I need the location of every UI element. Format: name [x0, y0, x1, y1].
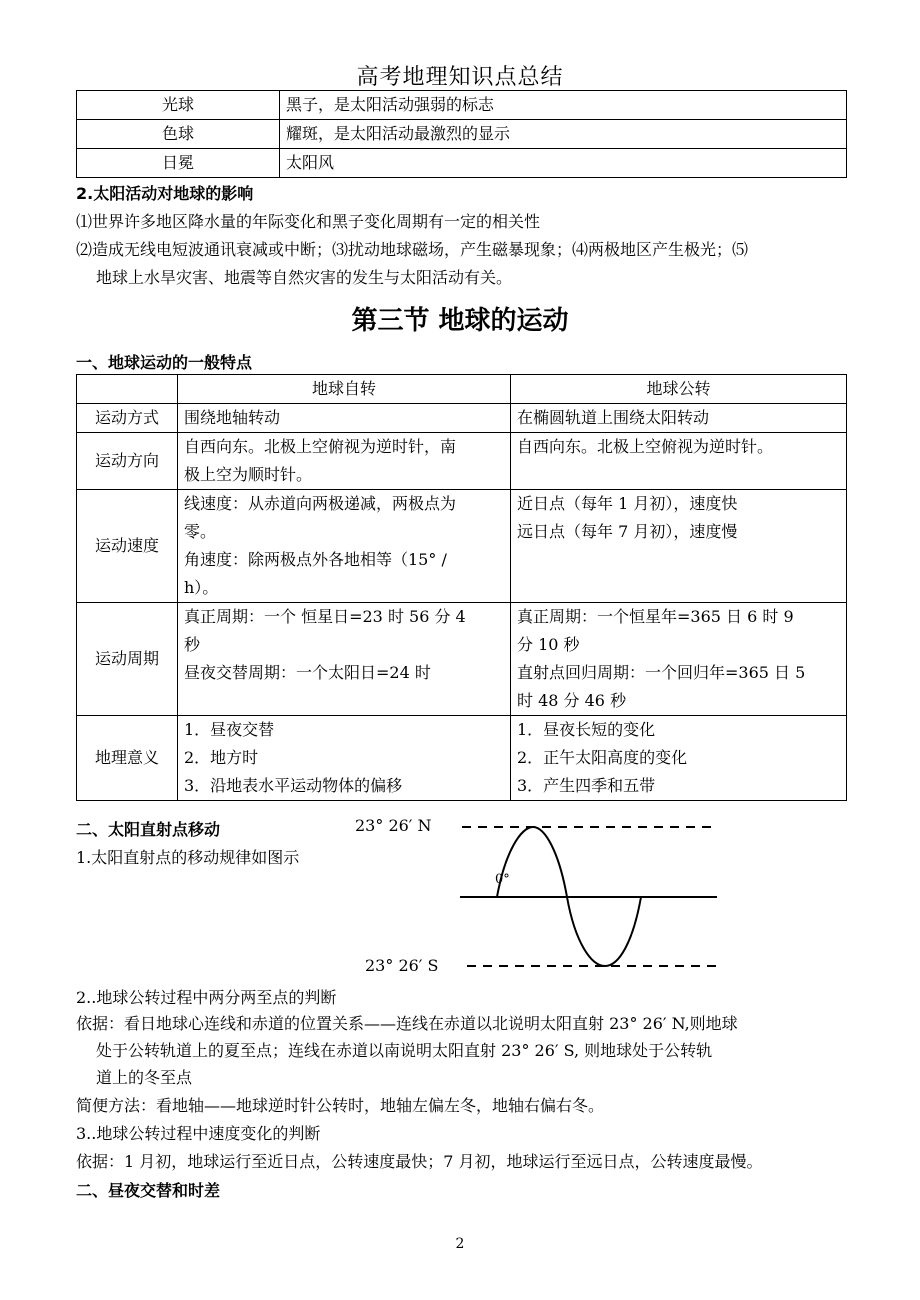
rotation-line: 2．地方时 [184, 748, 259, 767]
revolution-cell [511, 603, 847, 716]
basis-line-3: 道上的冬至点 [96, 1068, 193, 1087]
part1-heading: 一、地球运动的一般特点 [76, 353, 253, 372]
part3-heading: 二、昼夜交替和时差 [76, 1181, 221, 1200]
motion-header-row [77, 375, 847, 404]
top-table-row [77, 149, 847, 178]
basis-line-2: 处于公转轨道上的夏至点；连线在赤道以南说明太阳直射 23° 26′ S, 则地球处于公转轨 [96, 1041, 713, 1060]
rotation-cell [178, 603, 511, 716]
simple-method: 简便方法：看地轴——地球逆时针公转时，地轴左偏左冬，地轴右偏右冬。 [76, 1096, 605, 1115]
revolution-line: 分 10 秒 [517, 635, 580, 654]
revolution-line: 3．产生四季和五带 [517, 776, 656, 795]
motion-row [77, 490, 847, 603]
north-latitude-label: 23° 26′ N [355, 816, 432, 835]
solar-activity-table [76, 90, 847, 178]
influence-paragraph-2b: 地球上水旱灾害、地震等自然灾害的发生与太阳活动有关。 [96, 268, 513, 287]
motion-header-cell: 地球自转 [178, 375, 511, 404]
part2-heading: 二、太阳直射点移动 [76, 820, 221, 839]
subsolar-point-diagram [355, 812, 725, 977]
part2-item-3: 3..地球公转过程中速度变化的判断 [76, 1124, 321, 1143]
motion-row-label: 地理意义 [77, 716, 178, 801]
south-latitude-label: 23° 26′ S [365, 956, 439, 975]
part2-item-2: 2..地球公转过程中两分两至点的判断 [76, 988, 337, 1007]
rotation-cell [178, 490, 511, 603]
activity-cell: 黑子，是太阳活动强弱的标志 [280, 91, 847, 120]
revolution-line: 自西向东。北极上空俯视为逆时针。 [517, 437, 774, 456]
motion-header-cell: 地球公转 [511, 375, 847, 404]
rotation-line: 真正周期：一个 恒星日=23 时 56 分 4 [184, 607, 466, 626]
top-table-row [77, 91, 847, 120]
rotation-cell [178, 404, 511, 433]
rotation-line: 极上空为顺时针。 [184, 465, 313, 484]
earth-motion-table [76, 374, 847, 801]
revolution-line: 在椭圆轨道上围绕太阳转动 [517, 408, 710, 427]
revolution-line: 时 48 分 46 秒 [517, 691, 627, 710]
motion-row [77, 603, 847, 716]
motion-row-label: 运动方式 [77, 404, 178, 433]
layer-cell: 日冕 [77, 149, 280, 178]
rotation-line: 3．沿地表水平运动物体的偏移 [184, 776, 403, 795]
motion-row-label: 运动周期 [77, 603, 178, 716]
layer-cell: 光球 [77, 91, 280, 120]
activity-cell: 太阳风 [280, 149, 847, 178]
rotation-line: 角速度：除两极点外各地相等（15° / [184, 550, 447, 569]
subsolar-curve-graphic [355, 812, 725, 977]
layer-cell: 色球 [77, 120, 280, 149]
rotation-line: 秒 [184, 635, 201, 654]
basis-line-1: 依据：看日地球心连线和赤道的位置关系——连线在赤道以北说明太阳直射 23° 26′ N,则地球 [76, 1014, 738, 1033]
motion-row [77, 404, 847, 433]
revolution-line: 直射点回归周期：一个回归年=365 日 5 [517, 663, 806, 682]
revolution-line: 1．昼夜长短的变化 [517, 720, 656, 739]
rotation-line: 昼夜交替周期：一个太阳日=24 时 [184, 663, 431, 682]
rotation-line: 自西向东。北极上空俯视为逆时针，南 [184, 437, 457, 456]
motion-row-label: 运动方向 [77, 433, 178, 490]
rotation-line: 零。 [184, 522, 217, 541]
influence-heading: 2.太阳活动对地球的影响 [76, 184, 254, 203]
influence-paragraph-1: ⑴世界许多地区降水量的年际变化和黑子变化周期有一定的相关性 [76, 212, 541, 231]
revolution-line: 真正周期：一个恒星年=365 日 6 时 9 [517, 607, 794, 626]
influence-paragraph-2a: ⑵造成无线电短波通讯衰减或中断；⑶扰动地球磁场，产生磁暴现象；⑷两极地区产生极光；⑸ [76, 240, 749, 259]
motion-header-cell [77, 375, 178, 404]
page-title: 高考地理知识点总结 [356, 65, 564, 90]
motion-row-label: 运动速度 [77, 490, 178, 603]
rotation-line: 线速度：从赤道向两极递减，两极点为 [184, 494, 457, 513]
rotation-cell [178, 716, 511, 801]
motion-row [77, 716, 847, 801]
top-table-row [77, 120, 847, 149]
rotation-line: h）。 [184, 578, 219, 597]
rotation-cell [178, 433, 511, 490]
revolution-line: 2．正午太阳高度的变化 [517, 748, 688, 767]
revolution-cell [511, 404, 847, 433]
basis-line-4: 依据：1 月初，地球运行至近日点，公转速度最快；7 月初，地球运行至远日点，公转速度最慢。 [76, 1152, 763, 1171]
page-number: 2 [455, 1236, 465, 1252]
revolution-cell [511, 716, 847, 801]
activity-cell: 耀斑，是太阳活动最激烈的显示 [280, 120, 847, 149]
rotation-line: 围绕地轴转动 [184, 408, 281, 427]
revolution-line: 近日点（每年 1 月初），速度快 [517, 494, 738, 513]
equator-label: 0° [495, 872, 510, 887]
revolution-line: 远日点（每年 7 月初），速度慢 [517, 522, 738, 541]
motion-row [77, 433, 847, 490]
part2-item-1: 1.太阳直射点的移动规律如图示 [76, 848, 300, 867]
revolution-cell [511, 433, 847, 490]
revolution-cell [511, 490, 847, 603]
section-title: 第三节 地球的运动 [351, 306, 569, 336]
rotation-line: 1．昼夜交替 [184, 720, 275, 739]
